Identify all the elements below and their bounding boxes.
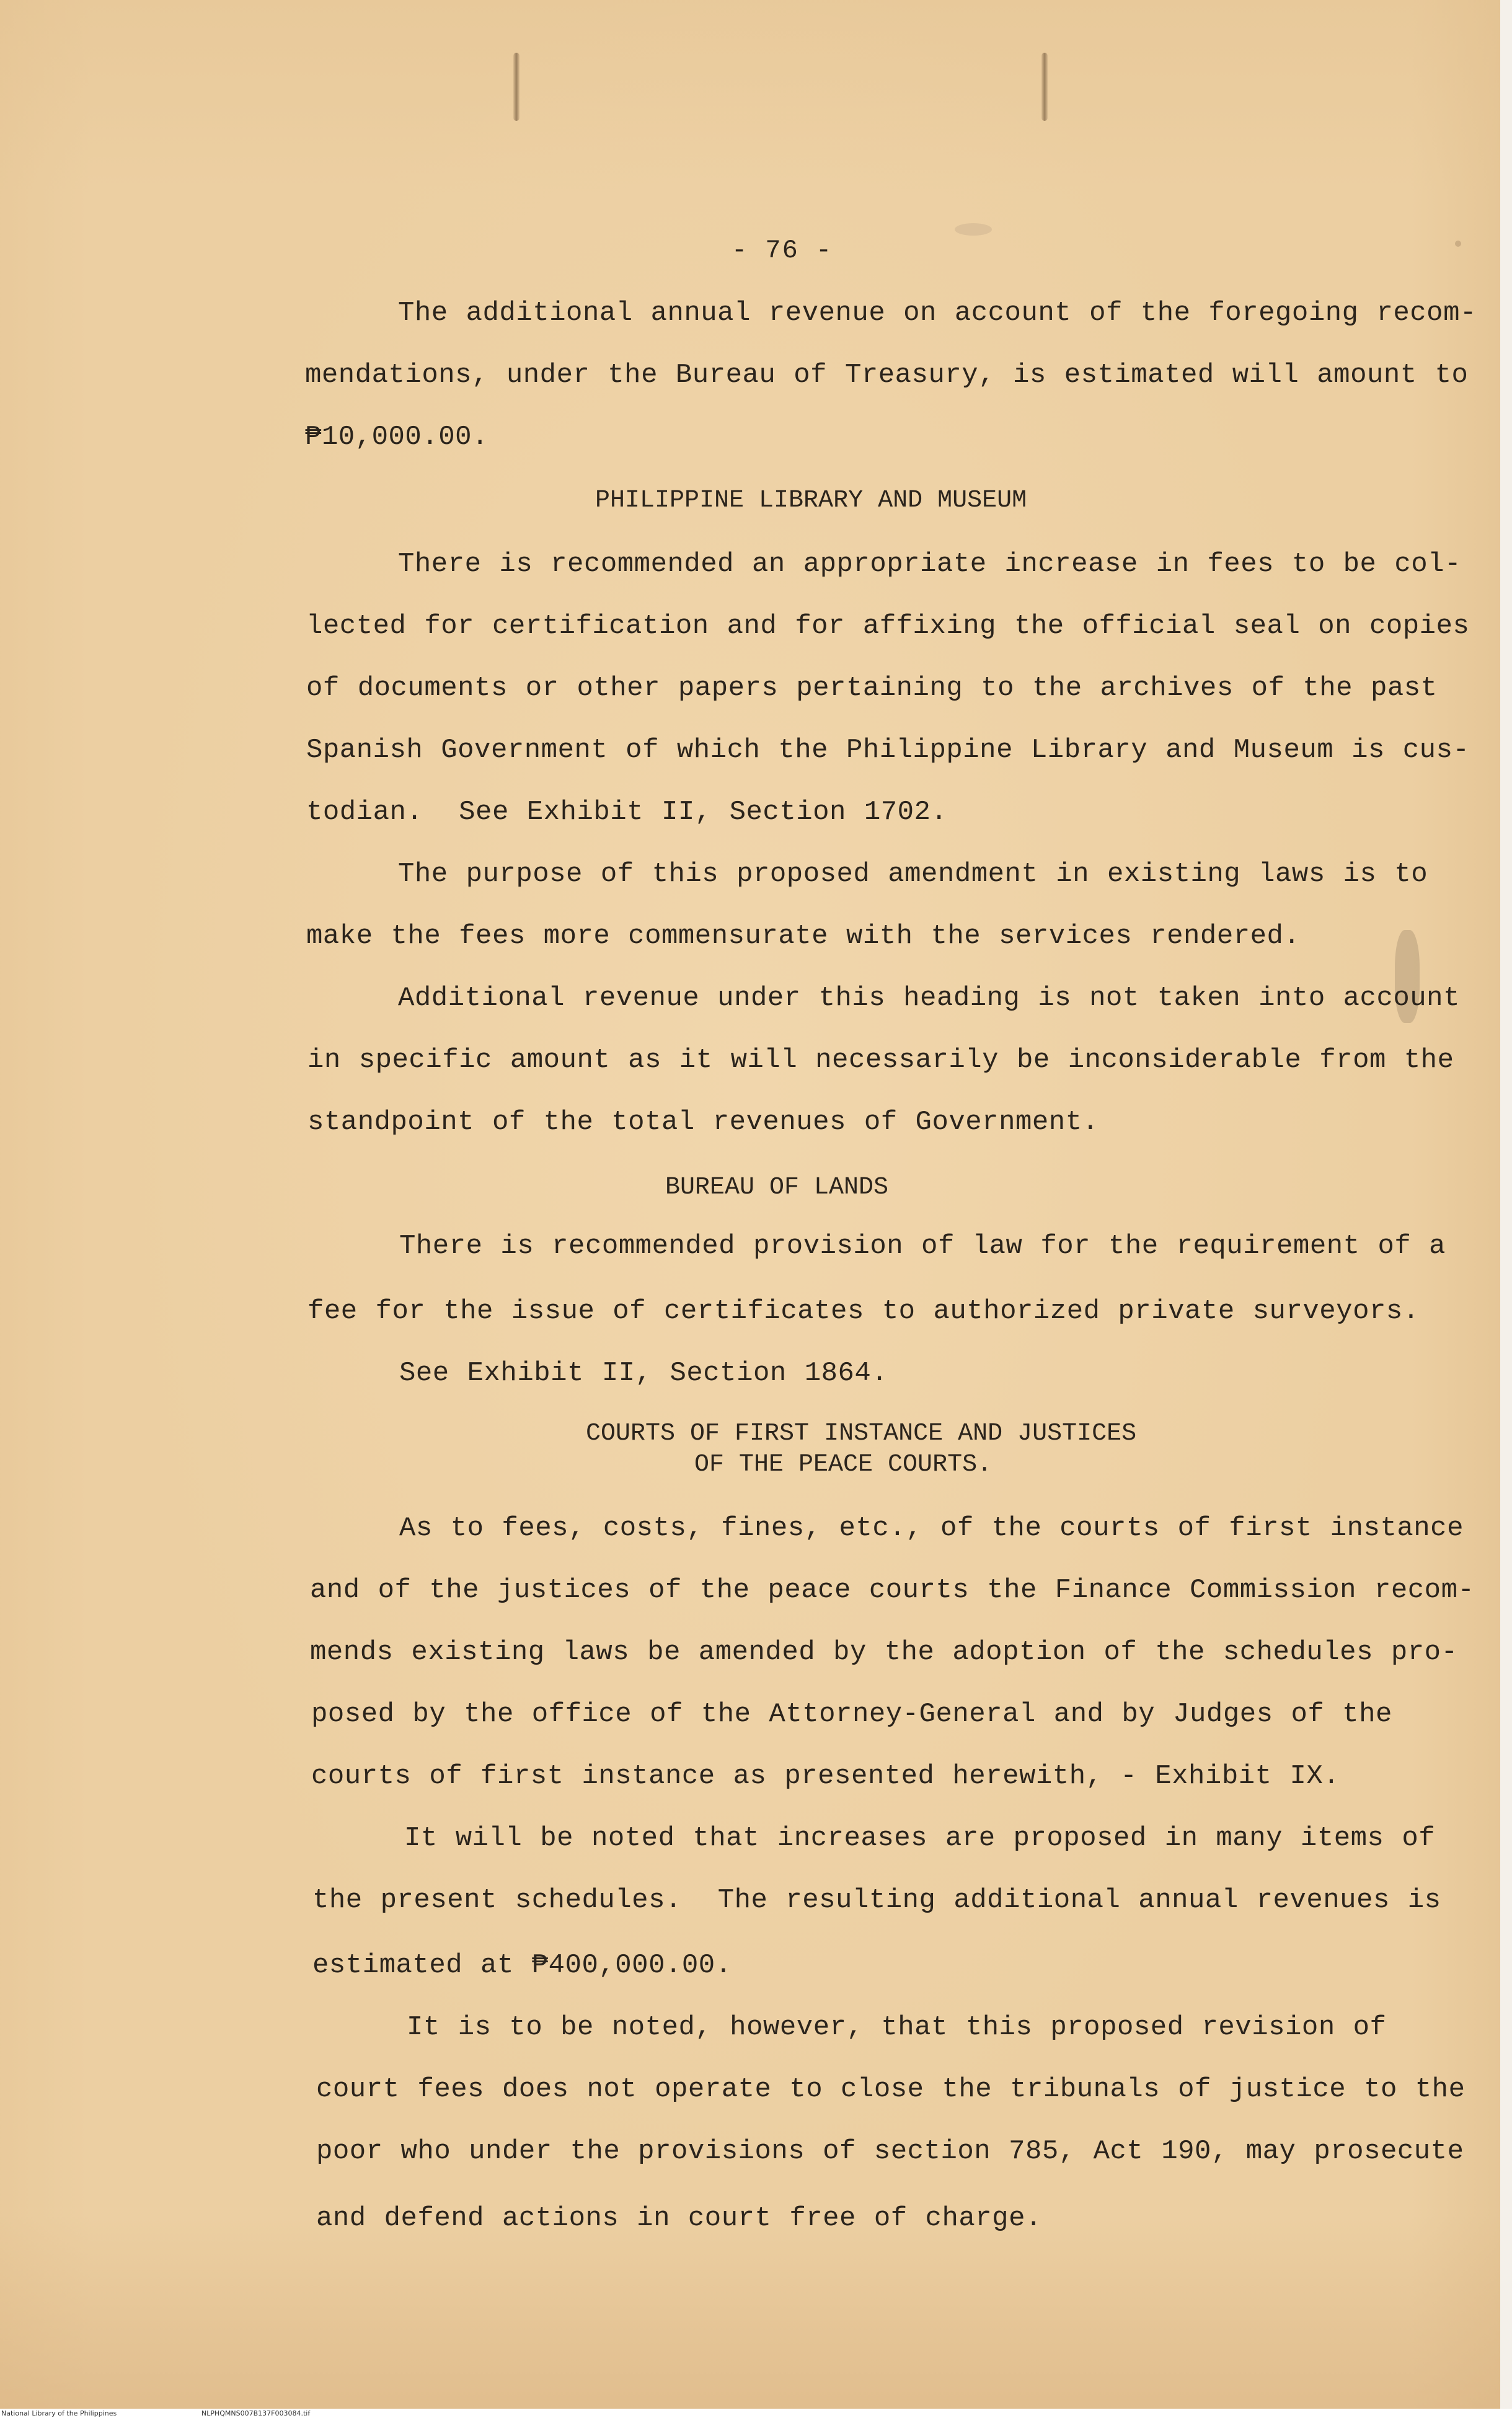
text-line: estimated at ₱400,000.00. [312,1950,732,1981]
text-line: fee for the issue of certificates to authorized private surveyors. [307,1296,1420,1327]
text-line: There is recommended an appropriate increase in fees to be col- [398,549,1461,580]
text-line: in specific amount as it will necessarily be inconsiderable from the [307,1045,1454,1076]
section-heading: BUREAU OF LANDS [665,1174,889,1202]
section-heading: PHILIPPINE LIBRARY AND MUSEUM [595,487,1027,515]
text-line: mendations, under the Bureau of Treasury, is estimated will amount to [305,360,1469,391]
ink-spot [955,223,992,236]
page-number: - 76 - [732,236,833,265]
text-line: See Exhibit II, Section 1864. [399,1358,888,1389]
text-line: The purpose of this proposed amendment in existing laws is to [398,859,1428,890]
text-line: There is recommended provision of law for the requirement of a [399,1231,1446,1262]
text-line: The additional annual revenue on account of the foregoing recom- [398,298,1477,329]
text-line: Additional revenue under this heading is not taken into account [398,983,1460,1014]
pin-hole-right [1041,53,1048,121]
text-line: ₱10,000.00. [305,422,489,453]
text-line: the present schedules. The resulting additional annual revenues is [312,1885,1441,1916]
pin-hole-left [513,53,519,121]
text-line: and of the justices of the peace courts the Finance Commission recom- [310,1575,1475,1606]
text-line: poor who under the provisions of section 785, Act 190, may prosecute [316,2136,1464,2167]
text-line: court fees does not operate to close the tribunals of justice to the [316,2074,1466,2105]
text-line: As to fees, costs, fines, etc., of the courts of first instance [399,1513,1464,1544]
text-line: mends existing laws be amended by the adoption of the schedules pro- [310,1637,1458,1668]
scan-footer [0,2409,1512,2418]
section-heading: OF THE PEACE COURTS. [694,1451,993,1479]
text-line: standpoint of the total revenues of Government. [307,1107,1099,1138]
text-line: Spanish Government of which the Philippine Library and Museum is cus- [306,735,1470,766]
text-line: It will be noted that increases are proposed in many items of [404,1823,1436,1854]
text-line: posed by the office of the Attorney-General and by Judges of the [311,1699,1392,1730]
text-line: lected for certification and for affixing the official seal on copies [306,611,1470,642]
text-line: make the fees more commensurate with the services rendered. [306,921,1301,952]
text-line: of documents or other papers pertaining to the archives of the past [306,673,1438,704]
text-line: It is to be noted, however, that this proposed revision of [407,2012,1387,2043]
text-line: and defend actions in court free of charge. [316,2203,1042,2234]
text-line: todian. See Exhibit II, Section 1702. [306,797,948,828]
footer-source: National Library of the Philippines [1,2409,117,2417]
footer-file-id: NLPHQMNS007B137F003084.tif [201,2409,311,2417]
scan-margin [1500,0,1512,2409]
text-line: courts of first instance as presented herewith, - Exhibit IX. [311,1761,1340,1792]
section-heading: COURTS OF FIRST INSTANCE AND JUSTICES [586,1420,1137,1448]
ink-spot [1455,241,1461,247]
